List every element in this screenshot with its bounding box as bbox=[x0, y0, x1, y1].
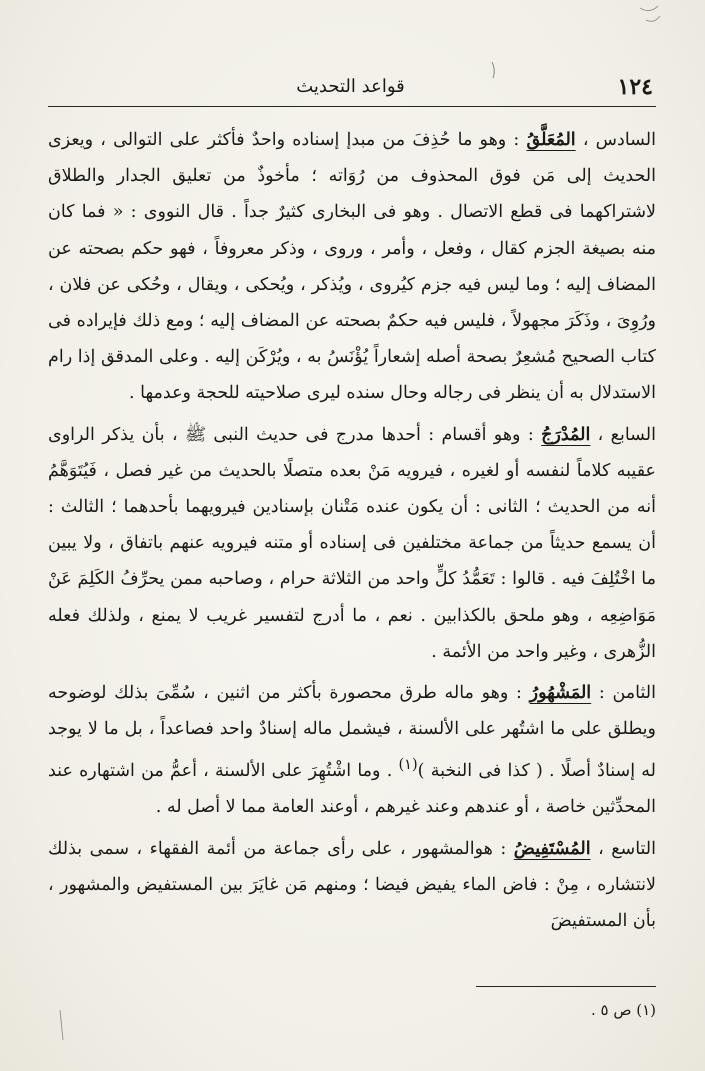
footnote: (١) ص ٥ . bbox=[590, 1001, 656, 1019]
header-rule bbox=[48, 106, 656, 107]
paragraph-mudraj bbox=[48, 417, 656, 670]
paragraph-lead: السادس ، bbox=[575, 130, 656, 150]
paragraph-text-continued: . وما اشْتُهِرَ على الألسنة ، أعمُّ من اشتهاره عند المحدِّثين خاصة ، أو عندهم وعند غيرهم ، أوعند العامة مما لا أصل له . bbox=[48, 761, 656, 818]
body-text bbox=[48, 122, 656, 939]
footnote-rule bbox=[476, 986, 656, 987]
paragraph-text: : وهو ما حُذِفَ من مبدإ إسناده واحدٌ فأكثر على التوالى ، ويعزى الحديث إلى مَن فوق المحذوف من رُوَاته ؛ مأخوذٌ من تعليق الجدار والطلاق لاشتراكهما فى قطع الاتصال . وهو فى البخارى كثيرٌ جداً . قال النووى : « فما كان منه بصيغة الجزم كقال ، وفعل ، وأمر ، وروى ، وذكر معروفاً ، فهو حكم بصحته عن المضاف إليه ؛ وما ليس فيه جزم كيُروى ، ويُذكر ، ويُحكى ، ويقال ، وحُكى عن فلان ، ورُوِىَ ، وذَكَرَ مجهولاً ، فليس فيه حكمٌ بصحته عن المضاف إليه ؛ ومع ذلك فإيراده فى كتاب الصحيح مُشعِرٌ بصحة أصله إشعاراً يُؤْنَسُ به ، ويُرْكَن إليه . وعلى المدقق إذا رام الاستدلال به أن ينظر فى رجاله وحال سنده ليرى صلاحيته للحجة وعدمها . bbox=[48, 130, 657, 404]
paragraph-mustafid bbox=[48, 831, 656, 940]
paragraph-text: : وهو أقسام : أحدها مدرج فى حديث النبى ﷺ ، بأن يذكر الراوى عقيبه كلاماً لنفسه أو لغيره ، فيرويه مَنْ بعده متصلًا بالحديث من غير فصل ، فَيُتَوَهَّمُ أنه من الحديث ؛ الثانى : أن يكون عنده مَتْنان بإسنادين فيرويهما بأحدهما ؛ الثالث : أن يسمع حديثاً من جماعة مختلفين فى إسناده أو متنه فيرويه عنهم باتفاق ، ولا يبين ما اخْتُلِفَ فيه . قالوا : تَعَمُّدُ كلٍّ واحد من الثلاثة حرام ، وصاحبه ممن يحرِّفُ الكَلِمَ عَنْ مَوَاضِعِه ، وهو ملحق بالكذابين . نعم ، ما أدرج لتفسير غريب لا يمنع ، ولذلك فعله الزُّهرى ، وغير واحد من الأئمة . bbox=[48, 424, 656, 662]
paragraph-lead: الثامن : bbox=[591, 683, 656, 704]
page-number: ١٢٤ bbox=[617, 74, 653, 100]
paragraph-mashhur bbox=[48, 675, 656, 826]
paragraph-lead: التاسع ، bbox=[590, 838, 657, 859]
term-heading: المُعَلَّقُ bbox=[526, 130, 576, 150]
paragraph-lead: السابع ، bbox=[590, 424, 656, 445]
paragraph-text: : هوالمشهور ، على رأى جماعة من أئمة الفقهاء ، سمى بذلك لانتشاره ، مِنْ : فاض الماء يفيض فيضا ؛ ومنهم مَن غايَرَ بين المستفيض والمشهور ، بأن المستفيضَ bbox=[48, 838, 656, 932]
term-heading: المَشْهُورُ bbox=[529, 683, 592, 704]
term-heading: المُدْرَجُ bbox=[541, 424, 591, 445]
pencil-mark-left bbox=[60, 1010, 63, 1040]
paragraph-text: : وهو ماله طرق محصورة بأكثر من اثنين ، سُمِّىَ بذلك لوضوحه ويطلق على ما اشتُهر على الألسنة ، فيشمل ماله إسنادٌ واحد فصاعداً ، بل ما لا يوجد له إسنادٌ أصلًا . ( كذا فى النخبة ) bbox=[48, 683, 656, 782]
running-title: قواعد التحديث bbox=[296, 76, 405, 97]
footnote-reference: (١) bbox=[398, 756, 418, 774]
page-header bbox=[48, 72, 653, 106]
paragraph-muallaq bbox=[48, 122, 656, 412]
term-heading: المُسْتَفِيضُ bbox=[513, 838, 591, 859]
pencil-mark-corner bbox=[640, 6, 660, 21]
